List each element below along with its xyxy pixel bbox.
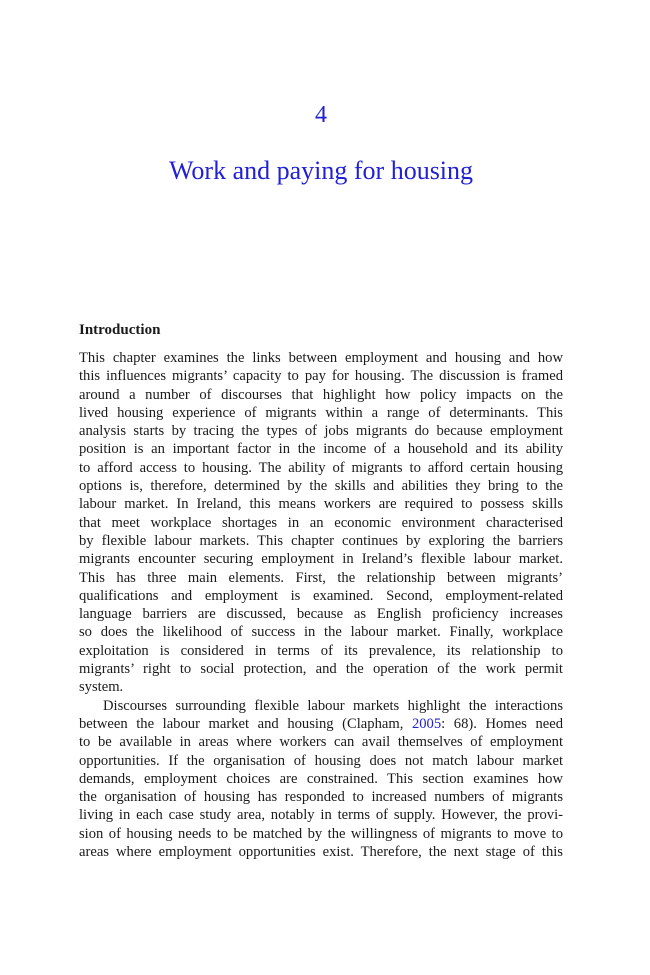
text-line: options is, therefore, determined by the skills and abilities they bring to the: [79, 478, 563, 495]
text-line: system.: [79, 679, 124, 696]
citation-link[interactable]: 2005: [411, 715, 442, 732]
chapter-title: Work and paying for housing: [168, 156, 474, 185]
text-line-with-citation: [79, 715, 563, 733]
paragraph-1: [79, 349, 563, 697]
text-segment: between the labour market and housing (Clapham,: [79, 715, 412, 732]
text-line: this influences migrants’ capacity to pay for housing. The discussion is framed: [79, 368, 563, 385]
text-line: so does the likelihood of success in the labour market. Finally, workplace: [79, 624, 563, 641]
text-line: to afford access to housing. The ability of migrants to afford certain housing: [79, 459, 563, 476]
text-line: the organisation of housing has responded to increased numbers of migrants: [79, 789, 563, 806]
text-segment: : 68). Homes need: [441, 715, 563, 732]
text-line: Discourses surrounding flexible labour markets highlight the interactions: [103, 697, 563, 714]
text-line: to be available in areas where workers can avail themselves of employment: [79, 734, 563, 751]
text-line: that meet workplace shortages in an economic environment characterised: [79, 514, 563, 531]
text-line: language barriers are discussed, because as English proficiency increases: [79, 606, 563, 623]
text-line: sion of housing needs to be matched by the willingness of migrants to move to: [79, 825, 563, 842]
text-line: This chapter examines the links between employment and housing and how: [79, 350, 563, 366]
section-heading: Introduction: [79, 322, 161, 338]
text-line: lived housing experience of migrants within a range of determinants. This: [79, 404, 563, 421]
text-line: This has three main elements. First, the relationship between migrants’: [79, 569, 563, 586]
text-line: labour market. In Ireland, this means workers are required to possess skills: [79, 496, 563, 513]
paragraph-2: [79, 697, 563, 862]
text-line: opportunities. If the organisation of housing does not match labour market: [79, 752, 563, 769]
text-line: exploitation is considered in terms of its prevalence, its relationship to: [79, 642, 563, 659]
text-line: qualifications and employment is examined. Second, employment-related: [79, 587, 563, 604]
text-line: areas where employment opportunities exist. Therefore, the next stage of this: [79, 844, 563, 861]
text-line: migrants encounter securing employment in Ireland’s flexible labour market.: [79, 551, 563, 568]
chapter-number: 4: [315, 102, 327, 128]
text-line: living in each case study area, notably in terms of supply. However, the provi-: [79, 807, 563, 824]
text-line: demands, employment choices are constrained. This section examines how: [79, 770, 563, 787]
text-line: position is an important factor in the income of a household and its ability: [79, 441, 563, 458]
text-line: analysis starts by tracing the types of jobs migrants do because employment: [79, 423, 563, 440]
body-text: [79, 349, 563, 861]
text-line: migrants’ right to social protection, and the operation of the work permit: [79, 661, 563, 678]
text-line: around a number of discourses that highlight how policy impacts on the: [79, 386, 563, 403]
text-line: by flexible labour markets. This chapter continues by exploring the barriers: [79, 532, 563, 549]
